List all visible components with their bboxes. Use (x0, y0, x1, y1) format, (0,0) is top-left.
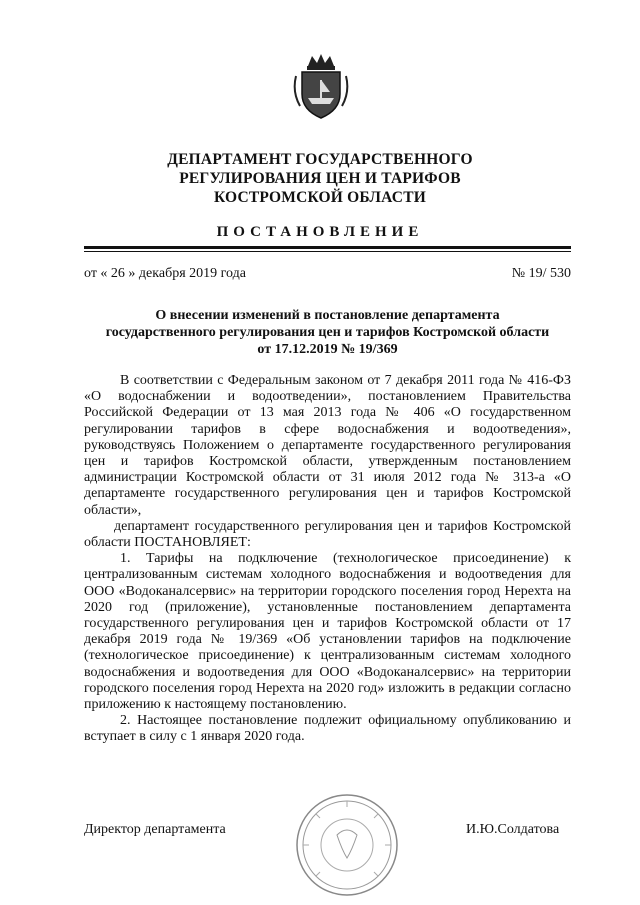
document-body (84, 373, 571, 746)
document-type: ПОСТАНОВЛЕНИЕ (216, 224, 424, 240)
department-title (60, 150, 580, 207)
department-title-line1: ДЕПАРТАМЕНТ ГОСУДАРСТВЕННОГО (167, 151, 473, 168)
signatory-name: И.Ю.Солдатова (466, 822, 560, 837)
document-date: от « 26 » декабря 2019 года (84, 266, 246, 281)
department-title-line2: РЕГУЛИРОВАНИЯ ЦЕН И ТАРИФОВ (179, 170, 461, 187)
document-number: № 19/ 530 (511, 266, 571, 281)
body-paragraph-item2: 2. Настоящее постановление подлежит официальному опубликованию и вступает в силу с 1 января 2020 года. (84, 713, 571, 745)
subject-line2: государственного регулирования цен и тарифов Костромской области (105, 325, 550, 340)
document-meta-row (84, 266, 571, 282)
signatory-position: Директор департамента (84, 822, 226, 837)
subject-line1: О внесении изменений в постановление департамента (155, 308, 500, 323)
department-title-line3: КОСТРОМСКОЙ ОБЛАСТИ (213, 189, 426, 206)
body-paragraph-resolves: департамент государственного регулирования цен и тарифов Костромской области ПОСТАНОВЛЯЕТ: (84, 518, 571, 551)
header-divider-thick (84, 246, 571, 249)
header-divider-thin (84, 251, 571, 252)
body-paragraph-preamble: В соответствии с Федеральным законом от 7 декабря 2011 года № 416-ФЗ «О водоснабжении и водоотведении», постановлением Правительства Российской Федерации от 13 мая 2013 года № 406 «О государственном регулировании тарифов в сфере водоснабжения и водоотведения», руководствуясь Положением о департаменте государственного регулирования цен и тарифов Костромской области, утвержденным постановлением администрации Костромской области от 31 июля 2012 года № 313-а «О департаменте государственного регулирования цен и тарифов Костромской области», (84, 373, 571, 518)
document-subject (84, 307, 571, 358)
round-seal-stamp-icon (292, 790, 402, 900)
body-paragraph-item1: 1. Тарифы на подключение (технологическое присоединение) к централизованным системам холодного водоснабжения и водоотведения для ООО «Водоканалсервис» на территории городского поселения город Нерехта на 2020 год (приложение), установленные постановлением департамента государственного регулирования цен и тарифов Костромской области от 17 декабря 2019 года № 19/369 «Об установлении тарифов на подключение (технологическое присоединение) к централизованным системам холодного водоснабжения и водоотведения для ООО «Водоканалсервис» на территории городского поселения город Нерехта на 2020 год» изложить в редакции согласно приложению к настоящему постановлению. (84, 551, 571, 713)
subject-line3: от 17.12.2019 № 19/369 (257, 342, 398, 357)
kostroma-coat-of-arms-icon (292, 52, 350, 120)
